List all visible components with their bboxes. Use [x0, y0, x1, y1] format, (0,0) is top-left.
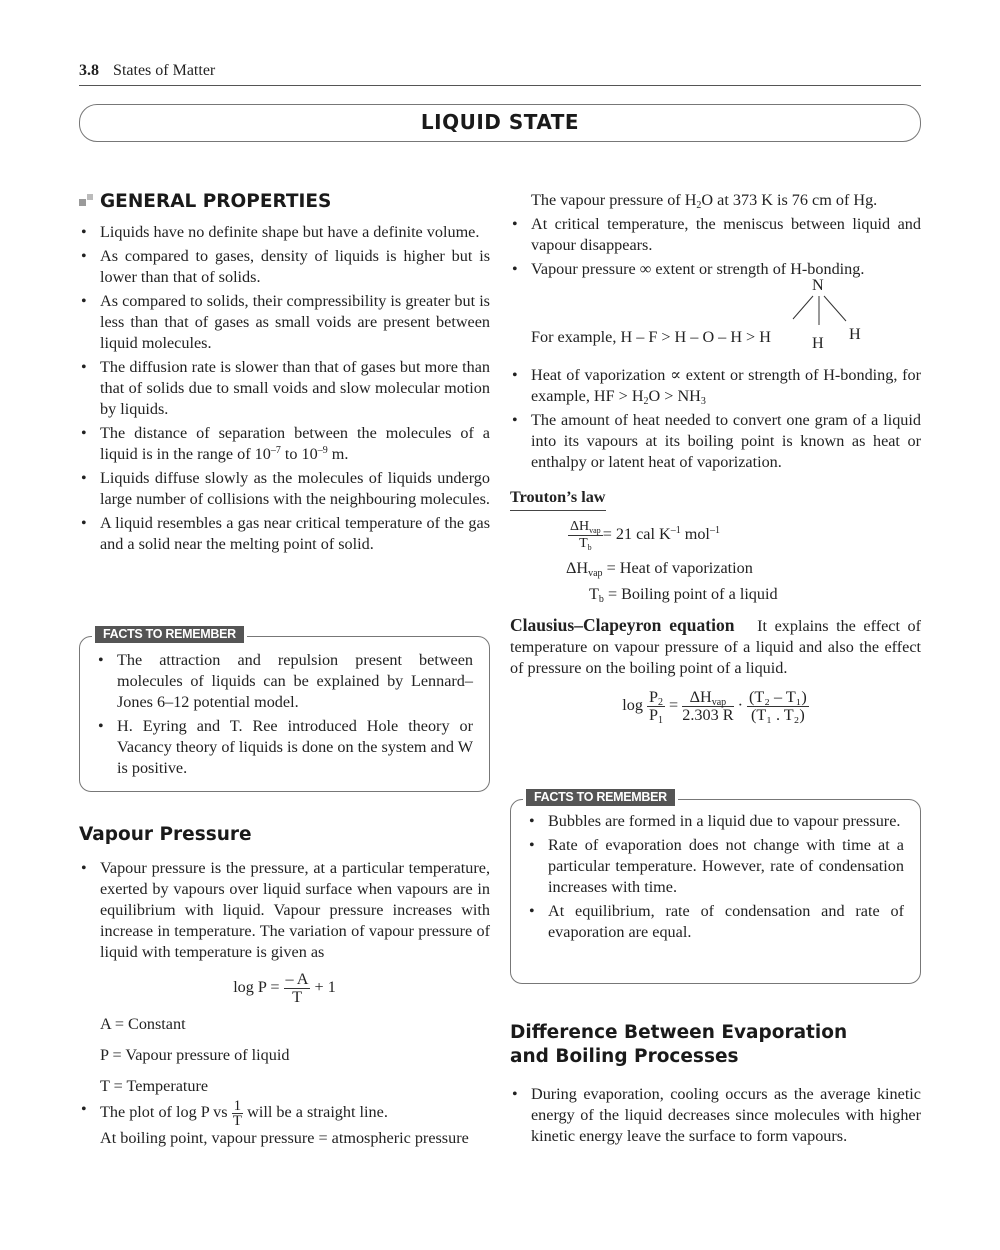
general-properties-list — [79, 222, 490, 555]
list-item: • At equilibrium, rate of condensation and rate of evaporation are equal. — [527, 901, 904, 943]
difference-section — [510, 1021, 921, 1150]
list-item: • As compared to gases, density of liquids is higher but is lower than that of solids. — [79, 246, 490, 288]
facts-list — [80, 637, 489, 779]
continuation-text: The vapour pressure of $H_2O$ at 373 K is 76 cm of Hg. — [531, 191, 878, 211]
list-item: • A liquid resembles a gas near critical temperature of the gas and a solid near the melting point of solid. — [79, 513, 490, 555]
facts-tag: FACTS TO REMEMBER — [92, 626, 247, 643]
square-bullet-icon — [79, 194, 95, 208]
troutons-law-heading: Trouton’s law — [510, 487, 606, 511]
vapour-pressure-heading: Vapour Pressure — [79, 824, 252, 845]
equation-definitions — [79, 1014, 490, 1097]
list-item: • As compared to solids, their compressibility is greater but is less than that of gases as small voids are present between liquid molecules. — [79, 291, 490, 354]
list-item: • Vapour pressure ∞ extent or strength of H-bonding. — [510, 259, 921, 280]
list-item: • The amount of heat needed to convert one gram of a liquid into its vapours at its boiling point is known as heat or enthalpy or latent heat of vaporization. — [510, 410, 921, 473]
ammonia-structure: N H H — [778, 275, 868, 355]
facts-list — [511, 800, 920, 943]
chapter-title: States of Matter — [113, 62, 216, 79]
list-item: • During evaporation, cooling occurs as the average kinetic energy of the liquid decreases since molecules with higher kinetic energy leave the surface to form vapours. — [510, 1084, 921, 1147]
list-item: • Liquids diffuse slowly as the molecules of liquids undergo large number of collisions with the neighbouring molecules. — [79, 468, 490, 510]
definition: A = Constant — [100, 1015, 186, 1033]
clausius-equation: log $\frac{P_2}{P_1}$ = $\frac{\Delta H_{vap}}{2.303 R}$ · $\frac{\text{(T₂ – T₁)}}{\text{(T₁ . T₂)}}$ — [622, 688, 807, 726]
right-column — [510, 190, 921, 724]
general-properties-heading: GENERAL PROPERTIES — [79, 190, 490, 214]
facts-tag: FACTS TO REMEMBER — [523, 789, 678, 806]
page-number: 3.8 — [79, 62, 99, 79]
clausius-paragraph: Clausius–Clapeyron equation It explains the effect of temperature on vapour pressure of a liquid and also the effect of pressure on the boiling point of a liquid. — [510, 615, 922, 677]
troutons-law-equation: $\frac{\Delta H_{vap}}{T_b}$ = 21 cal $K^{-1}$ mol$^{-1}$ — [570, 519, 720, 552]
difference-heading: Difference Between Evaporation and Boiling Processes — [510, 1022, 848, 1067]
troutons-def-1: $\Delta H_{vap}$ = Heat of vaporization — [566, 559, 753, 579]
list-item: • H. Eyring and T. Ree introduced Hole theory or Vacancy theory of liquids is done on the system and W is positive. — [96, 716, 473, 779]
list-item: • At critical temperature, the meniscus between liquid and vapour disappears. — [510, 214, 921, 256]
list-item: • Vapour pressure is the pressure, at a particular temperature, exerted by vapours over liquid surface when vapours are in equilibrium with liquid. Vapour pressure increases with increase in temperature. The variation of vapour pressure of liquid with temperature is given as — [79, 858, 490, 963]
list-item: • Liquids have no definite shape but have a definite volume. — [79, 222, 490, 243]
troutons-def-2: $T_b$ = Boiling point of a liquid — [589, 585, 778, 605]
list-item: • Bubbles are formed in a liquid due to vapour pressure. — [527, 811, 904, 832]
list-item: • Rate of evaporation does not change with time at a particular temperature. However, rate of condensation increases with time. — [527, 835, 904, 898]
banner-title: LIQUID STATE — [420, 110, 580, 134]
facts-box-right — [510, 790, 921, 984]
list-item: • The distance of separation between the molecules of a liquid is in the range of $10^{-7}$ to $10^{-9}$ m. — [79, 423, 490, 465]
left-column — [79, 190, 490, 558]
vapour-pressure-section — [79, 823, 490, 1152]
list-item: • The attraction and repulsion present between molecules of liquids can be explained by Lennard–Jones 6–12 potential model. — [96, 650, 473, 713]
definition: P = Vapour pressure of liquid — [100, 1046, 290, 1064]
h-bond-example: For example, H – F > H – O – H > H N H H — [510, 283, 921, 355]
facts-box-left — [79, 627, 490, 792]
definition: T = Temperature — [100, 1077, 209, 1095]
list-item: • Heat of vaporization ∝ extent or strength of H-bonding, for example, HF > $H_2O > NH_3$ — [510, 365, 921, 407]
list-item: • The diffusion rate is slower than that of gases but more than that of solids due to small voids and slow molecular motion by liquids. — [79, 357, 490, 420]
chapter-banner — [79, 104, 921, 142]
clausius-heading: Clausius–Clapeyron equation — [510, 615, 735, 635]
running-header — [79, 60, 921, 86]
list-item: • The plot of log P vs $\frac{1}{T}$ will be a straight line. At boiling point, vapour pressure = atmospheric pressure — [79, 1099, 490, 1149]
vapour-pressure-equation: log P = $\frac{- A}{T}$ + 1 — [233, 970, 336, 1006]
